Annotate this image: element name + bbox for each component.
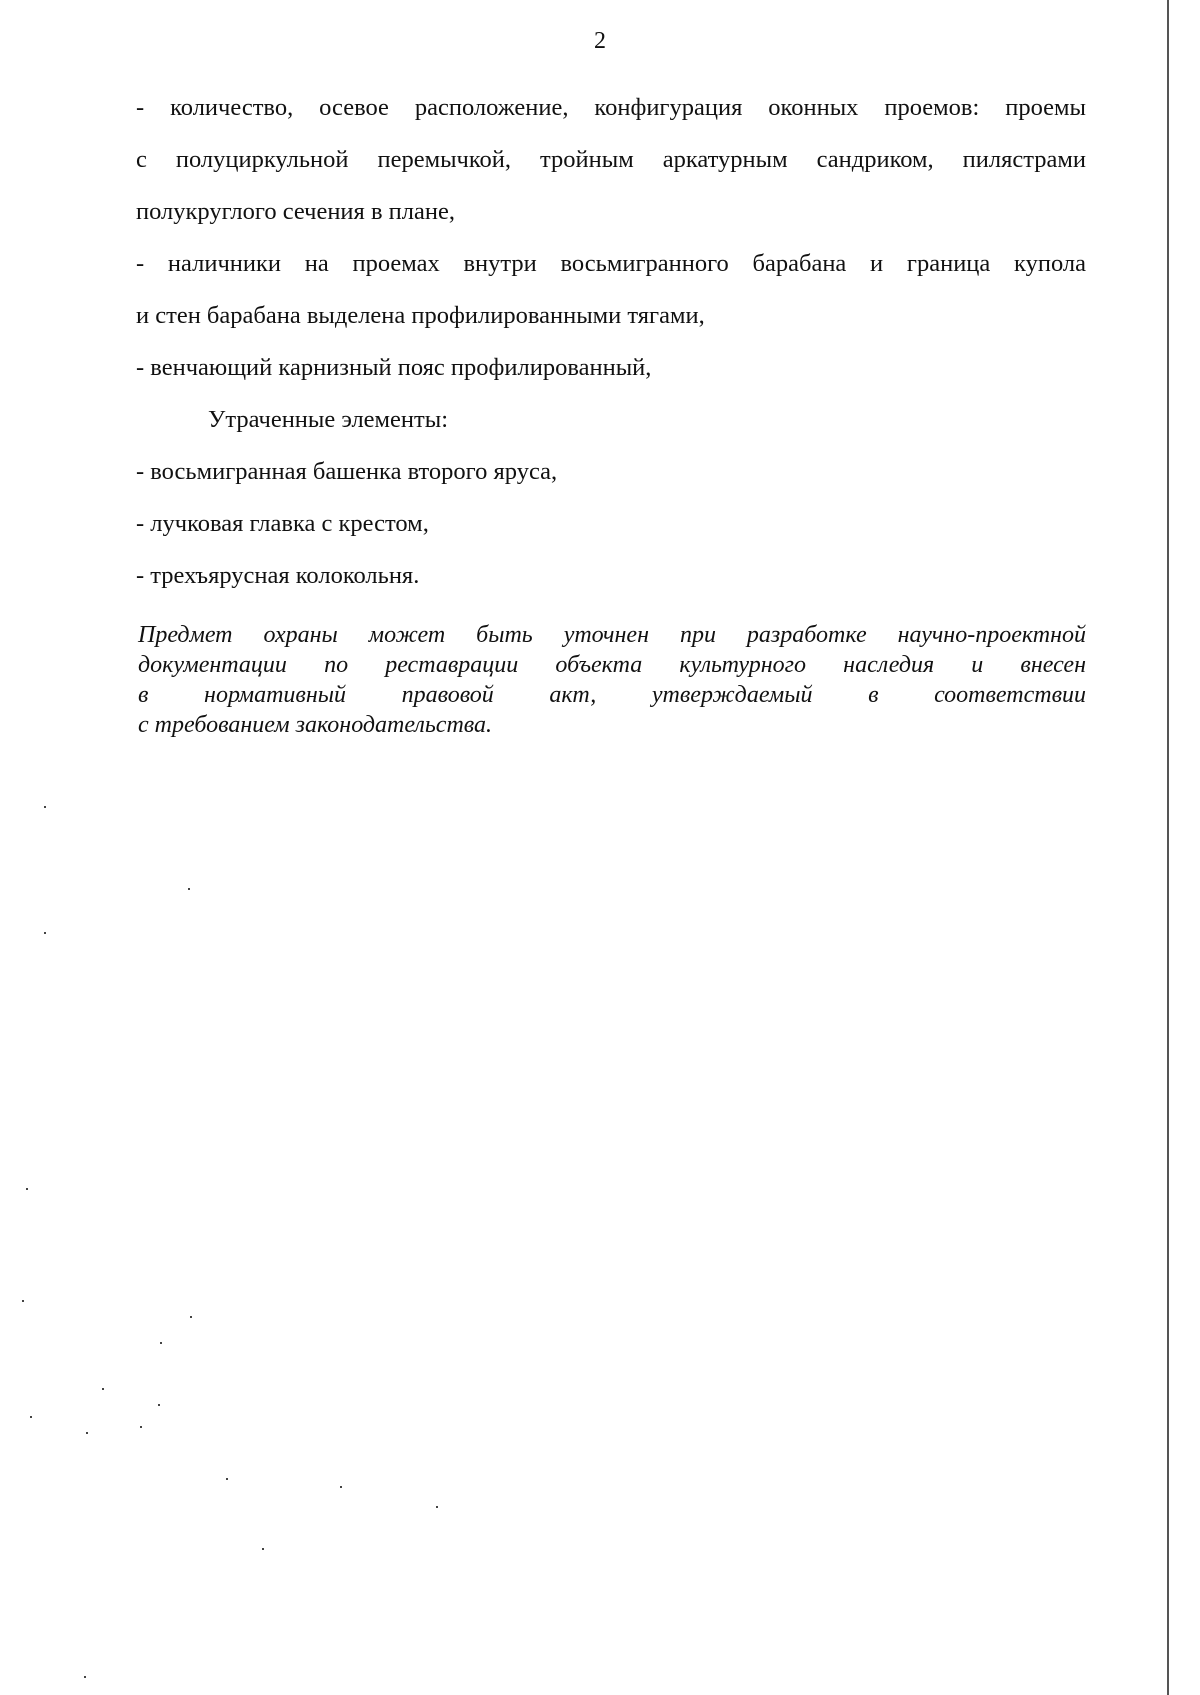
list-item: - лучковая главка с крестом, — [136, 510, 429, 537]
scan-speck — [340, 1486, 342, 1488]
scan-speck — [86, 1432, 88, 1434]
scan-speck — [226, 1478, 228, 1480]
page-number: 2 — [594, 28, 606, 54]
scan-speck — [26, 1188, 28, 1190]
note-line: в нормативный правовой акт, утверждаемый в соответствии — [138, 682, 1086, 708]
body-text — [136, 82, 1086, 602]
text-line: с полуциркульной перемычкой, тройным аркатурным сандриком, пилястрами — [136, 146, 1086, 173]
list-item: - трехъярусная колокольня. — [136, 562, 420, 589]
note-line: Предмет охраны может быть уточнен при разработке научно-проектной — [138, 622, 1086, 648]
list-item: - восьмигранная башенка второго яруса, — [136, 458, 558, 485]
scan-speck — [30, 1416, 32, 1418]
text-line: полукруглого сечения в плане, — [136, 198, 455, 225]
protection-note — [138, 620, 1086, 740]
note-line: с требованием законодательства. — [138, 712, 493, 738]
scan-speck — [160, 1342, 162, 1344]
section-heading: Утраченные элементы: — [208, 406, 449, 433]
scan-speck — [188, 888, 190, 890]
scan-speck — [22, 1300, 24, 1302]
note-line: документации по реставрации объекта культурного наследия и внесен — [138, 652, 1086, 678]
text-line: - количество, осевое расположение, конфигурация оконных проемов: проемы — [136, 94, 1086, 121]
scan-speck — [158, 1404, 160, 1406]
scan-edge-line — [1167, 0, 1169, 1695]
text-line: - наличники на проемах внутри восьмигранного барабана и граница купола — [136, 250, 1086, 277]
scan-speck — [84, 1676, 86, 1678]
scan-speck — [44, 932, 46, 934]
text-line: и стен барабана выделена профилированными тягами, — [136, 302, 705, 329]
scan-speck — [140, 1426, 142, 1428]
text-line: - венчающий карнизный пояс профилированный, — [136, 354, 652, 381]
scan-speck — [102, 1388, 104, 1390]
scan-speck — [190, 1316, 192, 1318]
scan-speck — [262, 1548, 264, 1550]
scan-speck — [436, 1506, 438, 1508]
scan-speck — [44, 806, 46, 808]
